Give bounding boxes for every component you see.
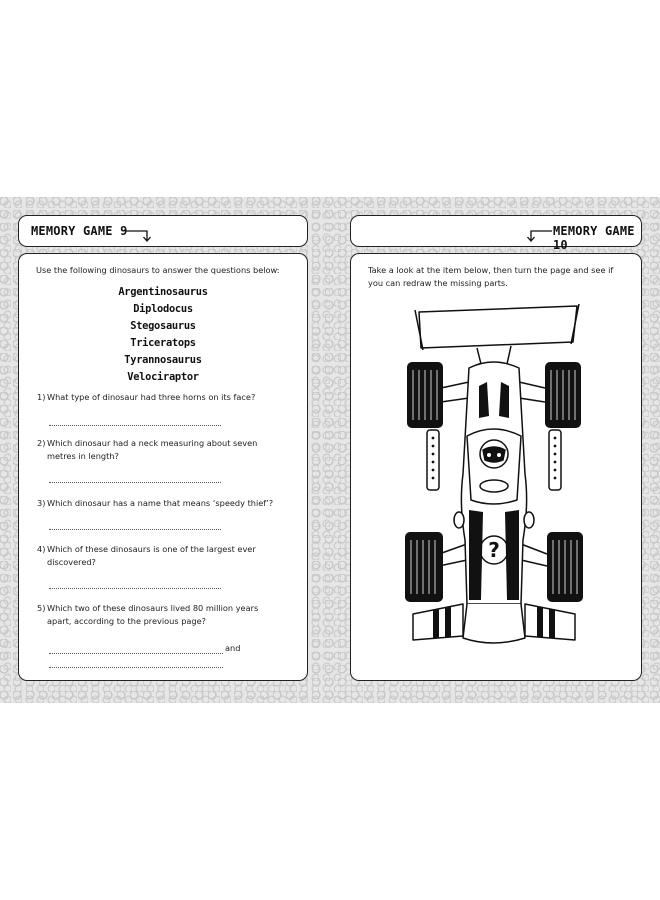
question-number: 3) <box>37 498 46 508</box>
dinosaur-name: Diplodocus <box>133 303 193 315</box>
question-number: 2) <box>37 438 46 448</box>
question-2 <box>37 437 275 462</box>
dinosaur-name: Stegosaurus <box>130 320 196 332</box>
intro-text-right: Take a look at the item below, then turn the page and see if you can redraw the missing parts. <box>368 265 614 288</box>
dinosaur-name: Velociraptor <box>127 371 199 383</box>
question-3 <box>37 497 275 510</box>
memory-game-10-header <box>350 215 642 252</box>
question-text: Which dinosaur has a name that means ‘speedy thief’? <box>47 498 274 508</box>
book-spread <box>0 197 660 703</box>
arrow-down-right-icon <box>125 225 155 243</box>
dinosaur-name: Triceratops <box>130 337 196 349</box>
question-number: 5) <box>37 603 46 613</box>
arrow-down-left-icon <box>523 225 553 243</box>
page-title-right: MEMORY GAME 10 <box>553 224 635 252</box>
memory-game-9-header <box>18 215 308 247</box>
answer-line-1[interactable] <box>49 425 221 426</box>
answer-line-5b[interactable] <box>49 667 223 668</box>
dinosaur-name: Argentinosaurus <box>118 286 208 298</box>
question-text: Which dinosaur had a neck measuring about seven metres in length? <box>47 438 258 461</box>
page-title-left: MEMORY GAME 9 <box>31 224 128 238</box>
answer-line-2[interactable] <box>49 482 221 483</box>
dinosaur-name: Tyrannosaurus <box>124 354 202 366</box>
question-number: 4) <box>37 544 46 554</box>
dinosaur-list <box>19 284 307 386</box>
race-car-illustration <box>403 304 583 652</box>
memory-game-9-panel <box>18 253 308 681</box>
answer-line-3[interactable] <box>49 529 221 530</box>
question-4 <box>37 543 275 568</box>
memory-game-10-panel <box>350 253 642 681</box>
intro-text-left: Use the following dinosaurs to answer the questions below: <box>36 265 280 275</box>
question-5 <box>37 602 275 627</box>
question-text: Which two of these dinosaurs lived 80 million years apart, according to the previous page? <box>47 603 259 626</box>
answer-line-5a[interactable] <box>49 653 223 654</box>
question-text: Which of these dinosaurs is one of the largest ever discovered? <box>47 544 256 567</box>
and-label: and <box>225 643 241 653</box>
answer-line-4[interactable] <box>49 588 221 589</box>
question-mark-icon: ? <box>488 538 500 562</box>
question-number: 1) <box>37 392 46 402</box>
question-text: What type of dinosaur had three horns on its face? <box>47 392 256 402</box>
question-1 <box>37 391 275 404</box>
